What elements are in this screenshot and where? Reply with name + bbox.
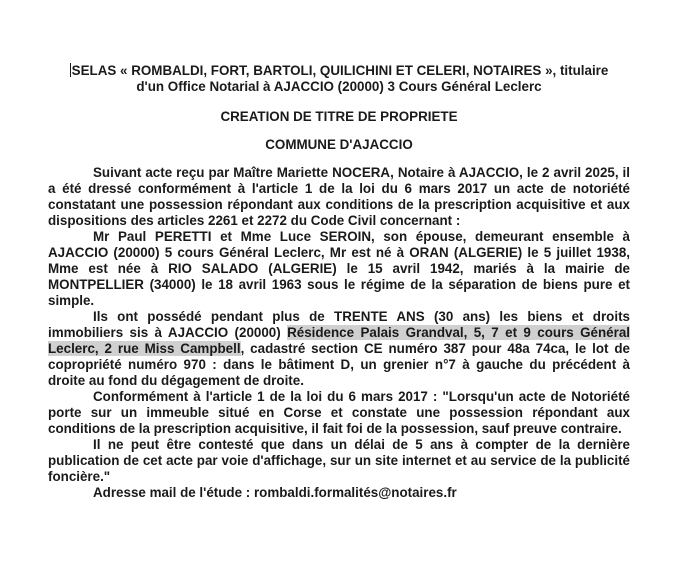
commune-title: COMMUNE D'AJACCIO xyxy=(265,137,413,152)
highlighted-address: Résidence Palais Grandval, 5, 7 et 9 cours Général Leclerc, 2 rue Miss Campbell xyxy=(48,325,630,356)
notice-body xyxy=(48,165,630,501)
notice-title: CREATION DE TITRE DE PROPRIETE xyxy=(220,109,458,124)
paragraph-deed: Suivant acte reçu par Maître Mariette NOCERA, Notaire à AJACCIO, le 2 avril 2025, il a été dressé conformément à l'article 1 de la loi du 6 mars 2017 un acte de notoriété constatant une possession répondant aux conditions de la prescription acquisitive et aux dispositions des articles 2261 et 2272 du Code Civil concernant : xyxy=(48,165,630,228)
notary-header xyxy=(48,63,630,95)
text-cursor xyxy=(70,63,71,77)
paragraph-property: Ils ont possédé pendant plus de TRENTE ANS (30 ans) les biens et droits immobiliers sis à AJACCIO (20000) Résidence Palais Grandval, 5, 7 et 9 cours Général Leclerc, 2 rue Miss Campbell, cadastré section CE numéro 387 pour 48a 74ca, le lot de copropriété numéro 970 : dans le bâtiment D, un grenier n°7 à gauche du précédent à droite au fond du dégagement de droite. xyxy=(48,309,630,388)
header-line-2: d'un Office Notarial à AJACCIO (20000) 3 Cours Général Leclerc xyxy=(136,79,542,94)
paragraph-parties: Mr Paul PERETTI et Mme Luce SEROIN, son épouse, demeurant ensemble à AJACCIO (20000) 5 cours Général Leclerc, Mr est né à ORAN (ALGERIE) le 5 juillet 1938, Mme est née à RIO SALADO (ALGERIE) le 15 avril 1942, mariés à la mairie de MONTPELLIER (34000) le 18 avril 1963 sous le régime de la séparation de biens pure et simple. xyxy=(48,229,630,308)
paragraph-contest: Il ne peut être contesté que dans un délai de 5 ans à compter de la dernière publication de cet acte par voie d'affichage, sur un site internet et au service de la publicité foncière." xyxy=(48,437,630,484)
paragraph-email: Adresse mail de l'étude : rombaldi.formalités@notaires.fr xyxy=(93,485,457,500)
header-line-1: SELAS « ROMBALDI, FORT, BARTOLI, QUILICHINI ET CELERI, NOTAIRES », titulaire xyxy=(71,63,609,78)
paragraph-law: Conformément à l'article 1 de la loi du 6 mars 2017 : "Lorsqu'un acte de Notoriété porte sur un immeuble situé en Corse et constate une possession répondant aux conditions de la prescription acquisitive, il fait foi de la possession, sauf preuve contraire. xyxy=(48,389,630,436)
